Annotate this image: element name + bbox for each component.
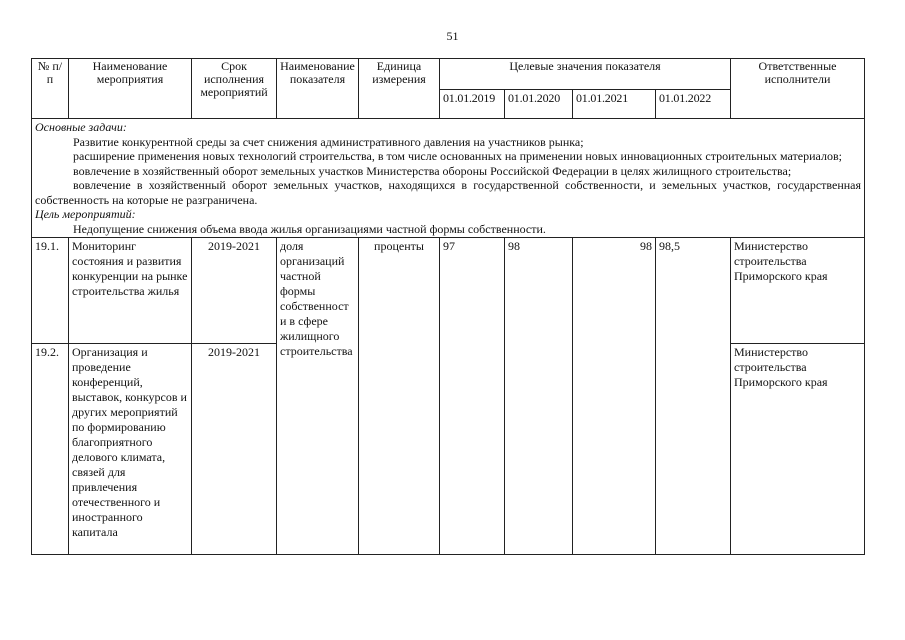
header-unit: Единица измерения xyxy=(359,59,440,119)
header-date-2019: 01.01.2019 xyxy=(440,90,505,119)
row-num: 19.1. xyxy=(32,238,69,344)
value-2022: 98,5 xyxy=(656,238,731,555)
header-date-2022: 01.01.2022 xyxy=(656,90,731,119)
header-targets: Целевые значения показателя xyxy=(440,59,731,90)
row-responsible: Министерство строительства Приморского края xyxy=(731,238,865,344)
header-row xyxy=(32,59,865,90)
row-num: 19.2. xyxy=(32,344,69,555)
value-2021: 98 xyxy=(573,238,656,555)
page-number: 51 xyxy=(446,29,459,43)
shared-indicator: доля организаций частной формы собственност и в сфере жилищного строительства xyxy=(277,238,359,555)
task-item: расширение применения новых технологий строительства, в том числе основанных на применении новых инновационных строительных материалов; xyxy=(73,149,842,163)
goal-label: Цель мероприятий: xyxy=(35,207,136,221)
measures-table xyxy=(31,58,865,555)
row-name: Мониторинг состояния и развития конкуренции на рынке строительства жилья xyxy=(69,238,192,344)
task-item: вовлечение в хозяйственный оборот земельных участков Министерства обороны Российской Федерации в целях жилищного строительства; xyxy=(73,163,792,178)
task-item: Развитие конкурентной среды за счет снижения административного давления на участников рынка; xyxy=(73,134,584,149)
header-indicator: Наименование показателя xyxy=(277,59,359,119)
shared-unit: проценты xyxy=(359,238,440,555)
value-2020: 98 xyxy=(505,238,573,555)
value-2019: 97 xyxy=(440,238,505,555)
header-name: Наименование мероприятия xyxy=(69,59,192,119)
task-item: вовлечение в хозяйственный оборот земельных участков, находящихся в государственной собственности, и земельных участков, государственная собственность на которые не разграничена. xyxy=(35,178,862,207)
row-name: Организация и проведение конференций, выставок, конкурсов и других мероприятий по формированию благоприятного делового климата, связей для привлечения отечественного и иностранного капитала xyxy=(69,344,192,555)
header-date-2020: 01.01.2020 xyxy=(505,90,573,119)
tasks-row xyxy=(32,119,865,238)
goal-text: Недопущение снижения объема ввода жилья организациями частной формы собственности. xyxy=(73,221,546,236)
header-responsible: Ответственные исполнители xyxy=(731,59,865,119)
tasks-label: Основные задачи: xyxy=(35,120,127,134)
tasks-cell xyxy=(32,119,865,238)
row-term: 2019-2021 xyxy=(192,344,277,555)
row-responsible: Министерство строительства Приморского края xyxy=(731,344,865,555)
header-date-2021: 01.01.2021 xyxy=(573,90,656,119)
header-term: Срок исполнения мероприятий xyxy=(192,59,277,119)
row-term: 2019-2021 xyxy=(192,238,277,344)
table-row xyxy=(32,238,865,344)
header-num: № п/п xyxy=(32,59,69,119)
